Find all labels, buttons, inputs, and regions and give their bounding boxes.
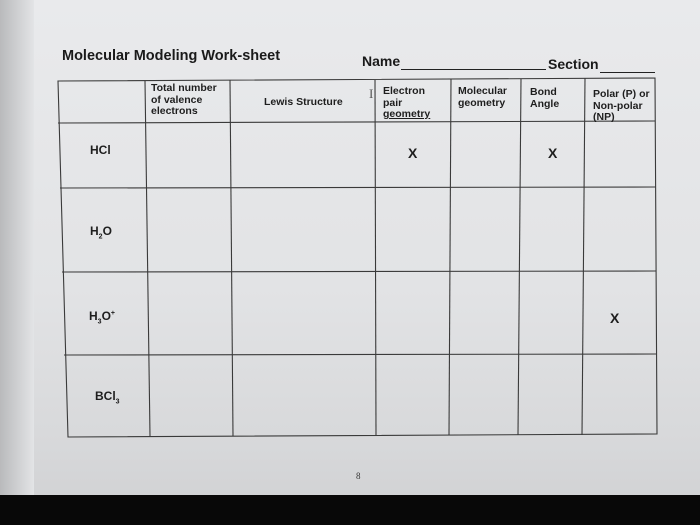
molecule-subscript: 2 [98,233,103,241]
screen-bottom-bezel [0,495,700,525]
col-divider-5 [518,79,521,435]
header-bond-angle [530,87,559,110]
header-lewis-structure: Lewis Structure [264,96,343,108]
molecule-subscript: 3 [115,398,120,406]
header-bond-line: Bond [530,86,557,98]
header-polar-line: Non-polar [593,99,643,112]
molecule-base: BCl [95,389,116,403]
x-mark-hcl-electron-pair: X [408,145,418,161]
section-label: Section [548,56,599,72]
header-polar-line: (NP) [593,111,615,123]
row-divider-3 [64,354,657,355]
header-polar-line: Polar (P) or [593,88,650,100]
row-label-hcl: HCl [90,143,111,157]
x-mark-hcl-bond-angle: X [548,145,558,161]
header-valence [151,83,217,118]
row-label-h3o-plus [89,309,115,325]
header-molecular-geometry [458,86,507,109]
row-divider-2 [62,271,656,272]
header-electron-pair-line: pair [383,96,403,109]
col-divider-3 [375,80,376,435]
header-valence-line: Total number [151,82,217,94]
header-bottom-line [58,121,655,123]
name-label: Name [362,53,401,69]
header-electron-pair-line: geometry [383,108,431,120]
col-divider-2 [230,80,233,436]
col-divider-4 [449,79,451,435]
header-valence-line: electrons [151,105,198,117]
molecule-base: H [89,309,98,323]
worksheet-title: Molecular Modeling Work-sheet [62,48,281,64]
header-bond-line: Angle [530,97,560,110]
header-molecular-line: Molecular [458,85,508,97]
row-label-bcl3 [95,389,120,405]
row-divider-1 [60,187,656,188]
header-valence-line: of valence [151,93,203,106]
molecule-rest: O [101,309,111,323]
molecule-subscript: 3 [97,318,102,326]
header-electron-pair-line: Electron [383,85,426,97]
molecule-rest: O [102,224,112,238]
row-label-h2o [90,224,112,240]
x-mark-h3o-polarity: X [610,310,620,326]
col-divider-1 [145,81,150,436]
header-polarity [593,89,650,124]
header-electron-pair [383,86,430,121]
col-divider-6 [582,78,585,435]
header-molecular-line: geometry [458,96,506,109]
page-number: 8 [356,471,361,481]
molecule-charge: + [110,310,116,317]
molecule-base: H [90,224,99,238]
text-cursor-icon: I [369,86,374,101]
